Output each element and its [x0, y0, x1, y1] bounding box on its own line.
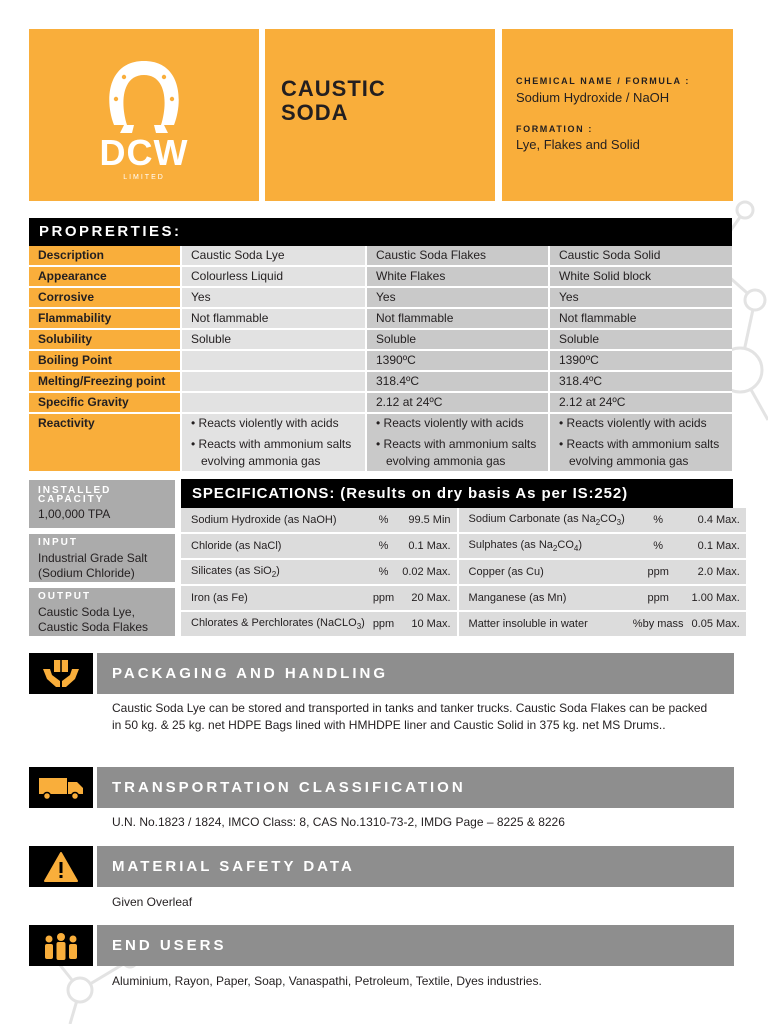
spec-value: 0.1 Max. — [398, 533, 457, 559]
spec-unit: ppm — [369, 611, 398, 637]
spec-parameter: Copper (as Cu) — [458, 559, 629, 585]
logo-wordmark: DCW — [99, 132, 189, 173]
lye-value — [181, 392, 366, 413]
packaging-text: Caustic Soda Lye can be stored and transported in tanks and tanker trucks. Caustic Soda Flakes can be packed in 50 kg. & 25 kg. net HDPE Bags lined with HMHDPE liner and Caustic Solid in 375 kg. net MS Drums.. — [112, 701, 708, 732]
property-row — [29, 350, 732, 371]
transport-heading: TRANSPORTATION CLASSIFICATION — [97, 767, 734, 808]
spec-parameter: Chloride (as NaCl) — [181, 533, 369, 559]
flakes-value: Not flammable — [366, 308, 549, 329]
spec-value: 99.5 Min — [398, 508, 457, 533]
spec-row — [181, 559, 746, 585]
spec-value: 20 Max. — [398, 585, 457, 611]
truck-icon — [38, 775, 84, 801]
input-label: INPUT — [38, 537, 78, 548]
spec-parameter-text: CO — [600, 512, 617, 525]
endusers-icon-box — [29, 925, 93, 966]
lye-value: Not flammable — [181, 308, 366, 329]
installed-capacity-box — [29, 480, 175, 528]
spec-parameter: Matter insoluble in water — [458, 611, 629, 637]
solid-value: 318.4ºC — [549, 371, 732, 392]
spec-row — [181, 611, 746, 637]
spec-parameter-text: ) — [621, 512, 625, 525]
lye-value: Colourless Liquid — [181, 266, 366, 287]
property-label: Reactivity — [29, 413, 181, 472]
spec-row — [181, 585, 746, 611]
input-value: Industrial Grade Salt (Sodium Chloride) — [38, 551, 148, 580]
spec-value: 1.00 Max. — [688, 585, 746, 611]
spec-unit: % — [629, 508, 688, 533]
formation-value: Lye, Flakes and Solid — [516, 137, 640, 152]
reactivity-bullet: • Reacts violently with acids — [376, 416, 524, 430]
spec-value: 0.05 Max. — [688, 611, 746, 637]
spec-parameter — [458, 533, 629, 559]
spec-unit: ppm — [369, 585, 398, 611]
property-row — [29, 308, 732, 329]
flakes-value: Yes — [366, 287, 549, 308]
property-row — [29, 246, 732, 266]
specifications-table — [181, 508, 746, 638]
formation-label: FORMATION : — [516, 124, 593, 134]
output-value: Caustic Soda Lye, Caustic Soda Flakes — [38, 605, 149, 634]
property-label: Appearance — [29, 266, 181, 287]
installed-capacity-value: 1,00,000 TPA — [38, 507, 111, 521]
spec-parameter-text: Sulphates (as Na — [468, 538, 553, 551]
msds-icon-box — [29, 846, 93, 887]
spec-parameter-text: CO — [557, 538, 574, 551]
reactivity-bullet: • Reacts with ammonium salts evolving ammonia gas — [191, 437, 352, 468]
endusers-heading: END USERS — [97, 925, 734, 966]
logo-panel — [29, 29, 259, 201]
spec-parameter: Manganese (as Mn) — [458, 585, 629, 611]
property-row — [29, 392, 732, 413]
lye-value: Caustic Soda Lye — [181, 246, 366, 266]
properties-heading: PROPRERTIES: — [29, 218, 732, 246]
msds-text: Given Overleaf — [112, 895, 193, 909]
property-label: Melting/Freezing point — [29, 371, 181, 392]
solid-value: White Solid block — [549, 266, 732, 287]
spec-parameter: Sodium Hydroxide (as NaOH) — [181, 508, 369, 533]
subscript: 4 — [573, 544, 579, 554]
reactivity-value — [366, 413, 549, 472]
chemical-info-panel — [502, 29, 733, 201]
solid-value: Caustic Soda Solid — [549, 246, 732, 266]
spec-unit: ppm — [629, 559, 688, 585]
output-label: OUTPUT — [38, 591, 92, 602]
people-icon — [41, 931, 81, 961]
spec-unit: % — [629, 533, 688, 559]
output-box — [29, 588, 175, 636]
spec-parameter-text: ) — [361, 616, 365, 629]
chemical-name-value: Sodium Hydroxide / NaOH — [516, 90, 670, 105]
reactivity-value — [181, 413, 366, 472]
subscript: 3 — [356, 622, 362, 632]
spec-value: 2.0 Max. — [688, 559, 746, 585]
reactivity-value — [549, 413, 732, 472]
lye-value — [181, 350, 366, 371]
property-row — [29, 266, 732, 287]
flakes-value: Caustic Soda Flakes — [366, 246, 549, 266]
flakes-value: 2.12 at 24ºC — [366, 392, 549, 413]
reactivity-bullet: • Reacts with ammonium salts evolving ammonia gas — [559, 437, 720, 468]
subscript: 2 — [595, 518, 601, 528]
spec-parameter-text: ) — [578, 538, 582, 551]
properties-table — [29, 246, 732, 473]
property-row-reactivity — [29, 413, 732, 472]
property-label: Corrosive — [29, 287, 181, 308]
lye-value: Yes — [181, 287, 366, 308]
property-label: Specific Gravity — [29, 392, 181, 413]
property-label: Description — [29, 246, 181, 266]
product-title: CAUSTIC SODA — [281, 76, 386, 125]
dcw-logo — [29, 29, 259, 201]
transport-text: U.N. No.1823 / 1824, IMCO Class: 8, CAS No.1310-73-2, IMDG Page – 8225 & 8226 — [112, 815, 565, 829]
lye-value — [181, 371, 366, 392]
solid-value: 2.12 at 24ºC — [549, 392, 732, 413]
reactivity-bullet: • Reacts violently with acids — [191, 416, 339, 430]
spec-parameter — [181, 559, 369, 585]
property-row — [29, 371, 732, 392]
subscript: 2 — [552, 544, 558, 554]
spec-value: 0.02 Max. — [398, 559, 457, 585]
spec-value: 0.1 Max. — [688, 533, 746, 559]
spec-unit: % — [369, 508, 398, 533]
chemical-name-label: CHEMICAL NAME / FORMULA : — [516, 76, 690, 86]
packaging-heading: PACKAGING AND HANDLING — [97, 653, 734, 694]
spec-unit: % — [369, 559, 398, 585]
input-box — [29, 534, 175, 582]
spec-parameter-text: Chlorates & Perchlorates (NaCLO — [191, 616, 357, 629]
spec-row — [181, 508, 746, 533]
flakes-value: 318.4ºC — [366, 371, 549, 392]
warning-icon — [43, 851, 79, 883]
spec-row — [181, 533, 746, 559]
flakes-value: Soluble — [366, 329, 549, 350]
subscript: 3 — [616, 518, 622, 528]
spec-parameter-text: ) — [276, 564, 280, 577]
solid-value: Not flammable — [549, 308, 732, 329]
spec-parameter: Iron (as Fe) — [181, 585, 369, 611]
spec-value: 10 Max. — [398, 611, 457, 637]
lye-value: Soluble — [181, 329, 366, 350]
solid-value: Yes — [549, 287, 732, 308]
solid-value: 1390ºC — [549, 350, 732, 371]
reactivity-bullet: • Reacts violently with acids — [559, 416, 707, 430]
spec-parameter — [458, 508, 629, 533]
spec-value: 0.4 Max. — [688, 508, 746, 533]
property-row — [29, 287, 732, 308]
property-label: Boiling Point — [29, 350, 181, 371]
endusers-text: Aluminium, Rayon, Paper, Soap, Vanaspathi, Petroleum, Textile, Dyes industries. — [112, 974, 542, 988]
specifications-heading: SPECIFICATIONS: (Results on dry basis As per IS:252) — [181, 479, 733, 508]
spec-unit: % — [369, 533, 398, 559]
spec-parameter — [181, 611, 369, 637]
hands-box-icon — [41, 657, 81, 691]
property-row — [29, 329, 732, 350]
spec-parameter-text: Silicates (as SiO — [191, 564, 272, 577]
packaging-icon-box — [29, 653, 93, 694]
flakes-value: 1390ºC — [366, 350, 549, 371]
property-label: Flammability — [29, 308, 181, 329]
spec-parameter-text: Sodium Carbonate (as Na — [468, 512, 596, 525]
spec-unit: ppm — [629, 585, 688, 611]
property-label: Solubility — [29, 329, 181, 350]
reactivity-bullet: • Reacts with ammonium salts evolving ammonia gas — [376, 437, 537, 468]
solid-value: Soluble — [549, 329, 732, 350]
logo-subtext: LIMITED — [123, 174, 165, 181]
installed-capacity-label: INSTALLED CAPACITY — [38, 485, 112, 505]
subscript: 2 — [271, 570, 277, 580]
transport-icon-box — [29, 767, 93, 808]
product-title-panel — [265, 29, 495, 201]
msds-heading: MATERIAL SAFETY DATA — [97, 846, 734, 887]
flakes-value: White Flakes — [366, 266, 549, 287]
spec-unit: %by mass — [629, 611, 688, 637]
